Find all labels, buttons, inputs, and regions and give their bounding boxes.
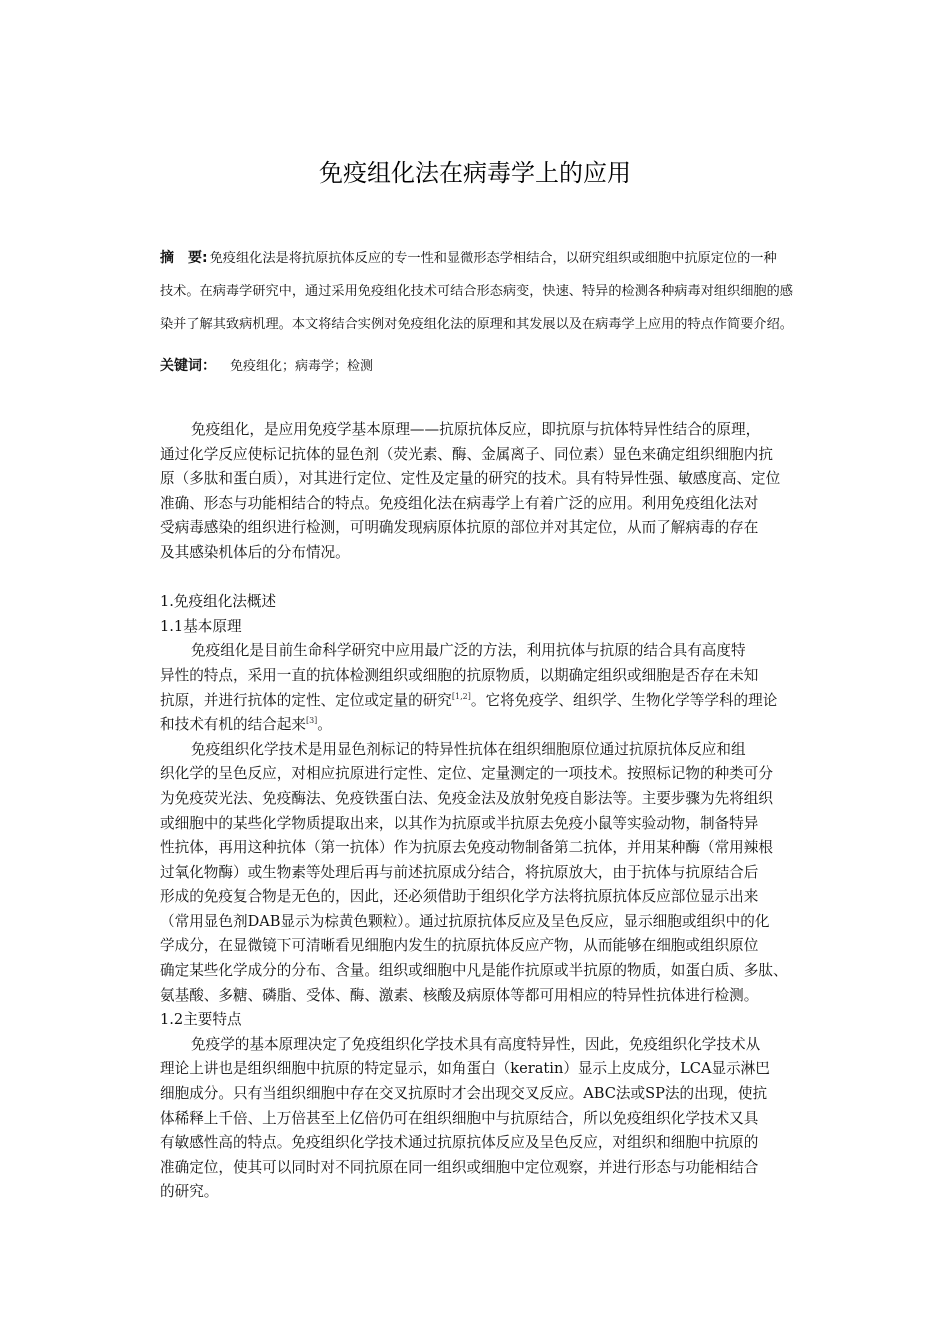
subsection-heading: 1.1基本原理 [160, 617, 242, 635]
keywords-label: 关键词： [160, 358, 216, 374]
body-line: 免疫学的基本原理决定了免疫组织化学技术具有高度特异性，因此，免疫组织化学技术从 [191, 1035, 761, 1053]
intro-line: 受病毒感染的组织进行检测，可明确发现病原体抗原的部位并对其定位，从而了解病毒的存在 [160, 519, 759, 537]
body-text-segment: 。它将免疫学、组织学、生物化学等学科的理论 [470, 691, 778, 709]
intro-line: 及其感染机体后的分布情况。 [160, 543, 350, 561]
body-line: 氨基酸、多糖、磷脂、受体、酶、激素、核酸及病原体等都可用相应的特异性抗体进行检测。 [160, 986, 759, 1004]
body-line: 确定某些化学成分的分布、含量。组织或细胞中凡是能作抗原或半抗原的物质，如蛋白质、多肽、 [160, 962, 788, 980]
intro-line: 原（多肽和蛋白质），对其进行定位、定性及定量的研究的技术。具有特异性强、敏感度高、定位 [160, 470, 781, 488]
keywords-text: 免疫组化；病毒学；检测 [230, 359, 374, 374]
body-line: 免疫组化是目前生命科学研究中应用最广泛的方法，利用抗体与抗原的结合具有高度特 [191, 642, 746, 660]
paragraph-gap [160, 566, 840, 591]
body-line: 理论上讲也是组织细胞中抗原的特定显示，如角蛋白（keratin）显示上皮成分，LCA显示淋巴 [160, 1060, 770, 1078]
abstract-line [160, 242, 840, 275]
intro-line: 通过化学反应使标记抗体的显色剂（荧光素、酶、金属离子、同位素）显色来确定组织细胞内抗 [160, 445, 773, 463]
body-line: 过氧化物酶）或生物素等处理后再与前述抗原成分结合，将抗原放大，由于抗体与抗原结合后 [160, 863, 759, 881]
abstract-line: 技术。在病毒学研究中，通过采用免疫组化技术可结合形态病变，快速、特异的检测各种病毒对组织细胞的感 [160, 284, 793, 299]
subsection-heading: 1.2主要特点 [160, 1011, 242, 1029]
body-line: 为免疫荧光法、免疫酶法、免疫铁蛋白法、免疫金法及放射免疫自影法等。主要步骤为先将组织 [160, 789, 773, 807]
body-text-segment: 抗原，并进行抗体的定性、定位或定量的研究 [160, 691, 452, 709]
keywords [160, 354, 840, 379]
abstract [160, 242, 840, 341]
body-line: 准确定位，使其可以同时对不同抗原在同一组织或细胞中定位观察，并进行形态与功能相结合 [160, 1158, 759, 1176]
abstract-line: 染并了解其致病机理。本文将结合实例对免疫组化法的原理和其发展以及在病毒学上应用的特点作简要介绍。 [160, 317, 793, 332]
intro-line: 免疫组化，是应用免疫学基本原理——抗原抗体反应，即抗原与抗体特异性结合的原理， [191, 421, 761, 438]
body-line: 学成分，在显微镜下可清晰看见细胞内发生的抗原抗体反应产物，从而能够在细胞或组织原位 [160, 937, 759, 955]
body-text [160, 418, 840, 1205]
body-line: 性抗体，再用这种抗体（第一抗体）作为抗原去免疫动物制备第二抗体，并用某种酶（常用辣根 [160, 839, 773, 857]
body-line: （常用显色剂DAB显示为棕黄色颗粒）。通过抗原抗体反应及呈色反应，显示细胞或组织中的化 [160, 912, 770, 930]
citation-ref: [3] [305, 716, 318, 726]
body-text-segment: 。 [317, 716, 332, 734]
abstract-label: 摘 要: [160, 250, 208, 266]
body-line: 异性的特点，采用一直的抗体检测组织或细胞的抗原物质，以期确定组织或细胞是否存在未知 [160, 666, 759, 684]
abstract-text: 免疫组化法是将抗原抗体反应的专一性和显微形态学相结合，以研究组织或细胞中抗原定位的一种 [209, 251, 777, 266]
body-text-segment: 和技术有机的结合起来 [160, 716, 306, 734]
body-line: 或细胞中的某些化学物质提取出来，以其作为抗原或半抗原去免疫小鼠等实验动物，制备特异 [160, 814, 759, 832]
body-line: 形成的免疫复合物是无色的，因此，还必须借助于组织化学方法将抗原抗体反应部位显示出来 [160, 888, 759, 906]
paper-title: 免疫组化法在病毒学上的应用 [319, 159, 631, 187]
body-line: 细胞成分。只有当组织细胞中存在交叉抗原时才会出现交叉反应。ABC法或SP法的出现，使抗 [160, 1085, 768, 1103]
body-line: 的研究。 [160, 1183, 219, 1201]
body-line: 有敏感性高的特点。免疫组织化学技术通过抗原抗体反应及呈色反应，对组织和细胞中抗原的 [160, 1134, 759, 1152]
citation-ref: [1,2] [451, 691, 471, 701]
body-line: 织化学的呈色反应，对相应抗原进行定性、定位、定量测定的一项技术。按照标记物的种类可分 [160, 765, 773, 783]
section-heading: 1.免疫组化法概述 [160, 593, 277, 611]
body-line [160, 689, 840, 714]
intro-line: 准确、形态与功能相结合的特点。免疫组化法在病毒学上有着广泛的应用。利用免疫组化法对 [160, 494, 759, 512]
body-line: 免疫组织化学技术是用显色剂标记的特异性抗体在组织细胞原位通过抗原抗体反应和组 [191, 740, 746, 758]
body-line: 体稀释上千倍、上万倍甚至上亿倍仍可在组织细胞中与抗原结合，所以免疫组织化学技术又具 [160, 1109, 759, 1127]
body-line [160, 713, 840, 738]
